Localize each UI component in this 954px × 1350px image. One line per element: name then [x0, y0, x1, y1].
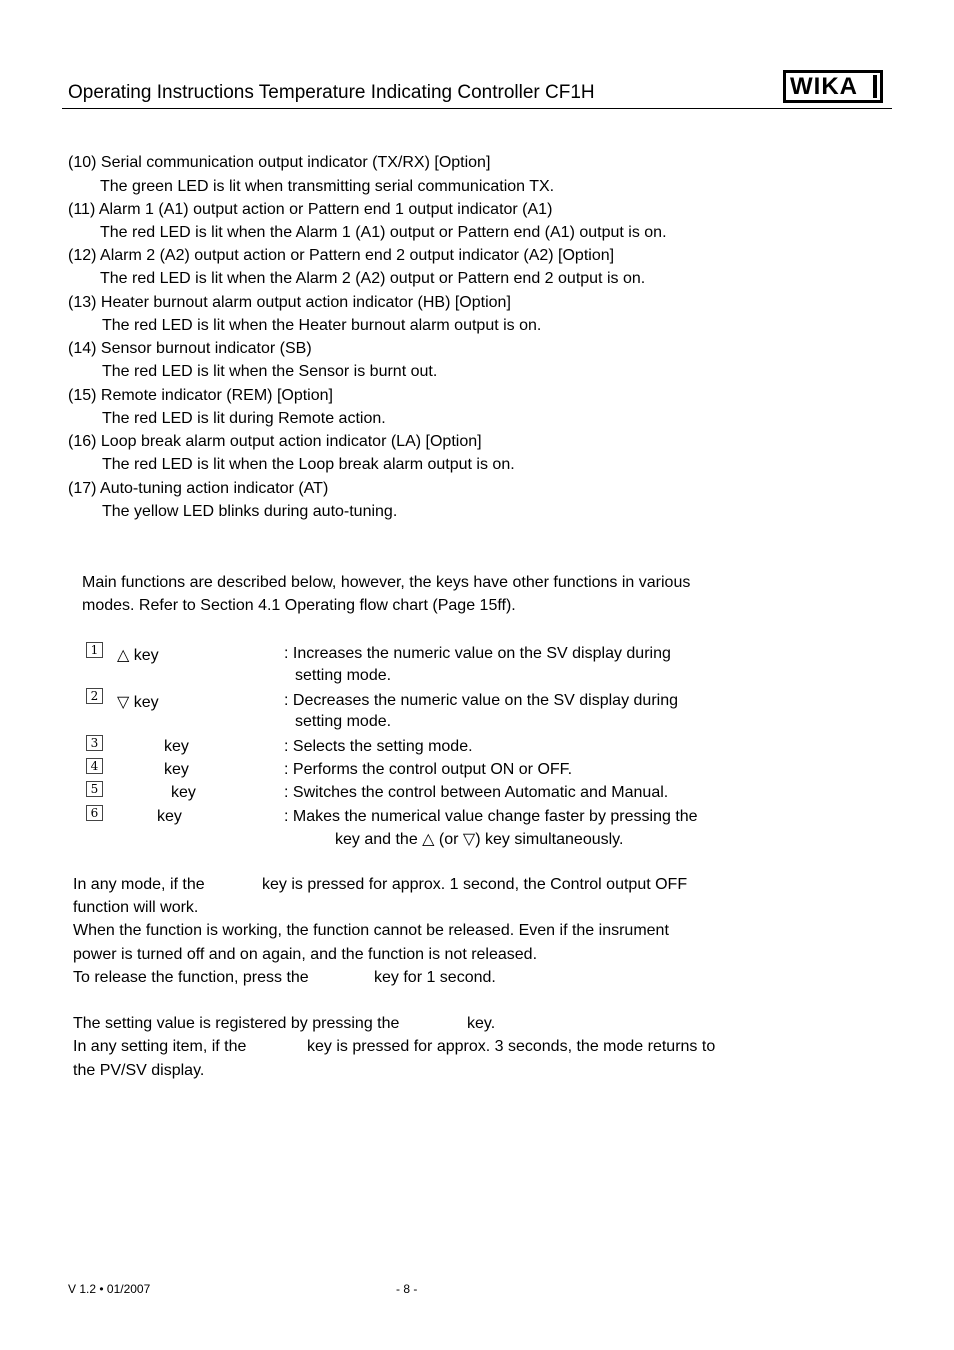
key-number-box-1: 1: [86, 642, 103, 658]
note-5-start: The setting value is registered by pressing the: [73, 1015, 400, 1032]
indicator-title-17: (17) Auto-tuning action indicator (AT): [68, 480, 329, 497]
logo-bar: [873, 75, 877, 98]
indicator-desc-13: The red LED is lit when the Heater burnout alarm output is on.: [102, 317, 542, 334]
note-6-start: In any setting item, if the: [73, 1038, 247, 1055]
down-key-label: ▽ key: [117, 694, 159, 711]
key-number-box-3: 3: [86, 735, 103, 751]
logo-text: WIKA: [790, 72, 858, 100]
fast-key-desc-2: key and the △ (or ▽) key simultaneously.: [335, 831, 624, 848]
note-6-end: key is pressed for approx. 3 seconds, the mode returns to: [307, 1038, 716, 1055]
indicator-title-13: (13) Heater burnout alarm output action indicator (HB) [Option]: [68, 294, 511, 311]
header-rule: [62, 108, 892, 109]
footer-version: V 1.2 • 01/2007: [68, 1282, 151, 1296]
note-3: power is turned off and on again, and the function is not released.: [73, 946, 538, 963]
up-key-label: △ key: [117, 647, 159, 664]
note-1-end: key is pressed for approx. 1 second, the Control output OFF: [262, 876, 688, 893]
indicator-desc-10: The green LED is lit when transmitting serial communication TX.: [100, 178, 555, 195]
indicator-desc-11: The red LED is lit when the Alarm 1 (A1) output or Pattern end (A1) output is on.: [100, 224, 667, 241]
indicator-desc-12: The red LED is lit when the Alarm 2 (A2) output or Pattern end 2 output is on.: [100, 270, 646, 287]
key-number-box-4: 4: [86, 758, 103, 774]
key-number-box-5: 5: [86, 781, 103, 797]
indicator-desc-16: The red LED is lit when the Loop break alarm output is on.: [102, 456, 515, 473]
key-number-box-2: 2: [86, 688, 103, 704]
auto-manual-key-label: key: [171, 784, 196, 801]
down-key-desc-2: setting mode.: [295, 713, 392, 730]
down-key-desc: : Decreases the numeric value on the SV display during: [284, 692, 678, 709]
indicator-title-11: (11) Alarm 1 (A1) output action or Pattern end 1 output indicator (A1): [68, 201, 553, 218]
indicator-title-10: (10) Serial communication output indicator (TX/RX) [Option]: [68, 154, 491, 171]
indicator-desc-17: The yellow LED blinks during auto-tuning.: [102, 503, 398, 520]
intro-line-1: Main functions are described below, however, the keys have other functions in various: [82, 574, 691, 591]
wika-logo: [783, 70, 883, 103]
indicator-desc-14: The red LED is lit when the Sensor is burnt out.: [102, 363, 438, 380]
indicator-desc-15: The red LED is lit during Remote action.: [102, 410, 386, 427]
key-number-box-6: 6: [86, 805, 103, 821]
note-1-cont: function will work.: [73, 899, 199, 916]
mode-key-desc: : Selects the setting mode.: [284, 738, 473, 755]
fast-key-label: key: [157, 808, 182, 825]
indicator-title-14: (14) Sensor burnout indicator (SB): [68, 340, 312, 357]
out-off-key-desc: : Performs the control output ON or OFF.: [284, 761, 573, 778]
indicator-title-15: (15) Remote indicator (REM) [Option]: [68, 387, 333, 404]
note-2: When the function is working, the function cannot be released. Even if the insrument: [73, 922, 669, 939]
note-5-end: key.: [467, 1015, 496, 1032]
up-key-desc: : Increases the numeric value on the SV display during: [284, 645, 671, 662]
fast-key-desc: : Makes the numerical value change faster by pressing the: [284, 808, 698, 825]
indicator-title-12: (12) Alarm 2 (A2) output action or Pattern end 2 output indicator (A2) [Option]: [68, 247, 615, 264]
note-1-start: In any mode, if the: [73, 876, 205, 893]
out-off-key-label: key: [164, 761, 189, 778]
up-key-desc-2: setting mode.: [295, 667, 392, 684]
page-header-title: Operating Instructions Temperature Indicating Controller CF1H: [68, 82, 595, 103]
mode-key-label: key: [164, 738, 189, 755]
footer-page-number: - 8 -: [396, 1282, 418, 1296]
note-6-cont: the PV/SV display.: [73, 1062, 205, 1079]
intro-line-2: modes. Refer to Section 4.1 Operating flow chart (Page 15ff).: [82, 597, 516, 614]
note-4-start: To release the function, press the: [73, 969, 309, 986]
note-4-end: key for 1 second.: [374, 969, 496, 986]
auto-manual-key-desc: : Switches the control between Automatic and Manual.: [284, 784, 669, 801]
indicator-title-16: (16) Loop break alarm output action indicator (LA) [Option]: [68, 433, 482, 450]
